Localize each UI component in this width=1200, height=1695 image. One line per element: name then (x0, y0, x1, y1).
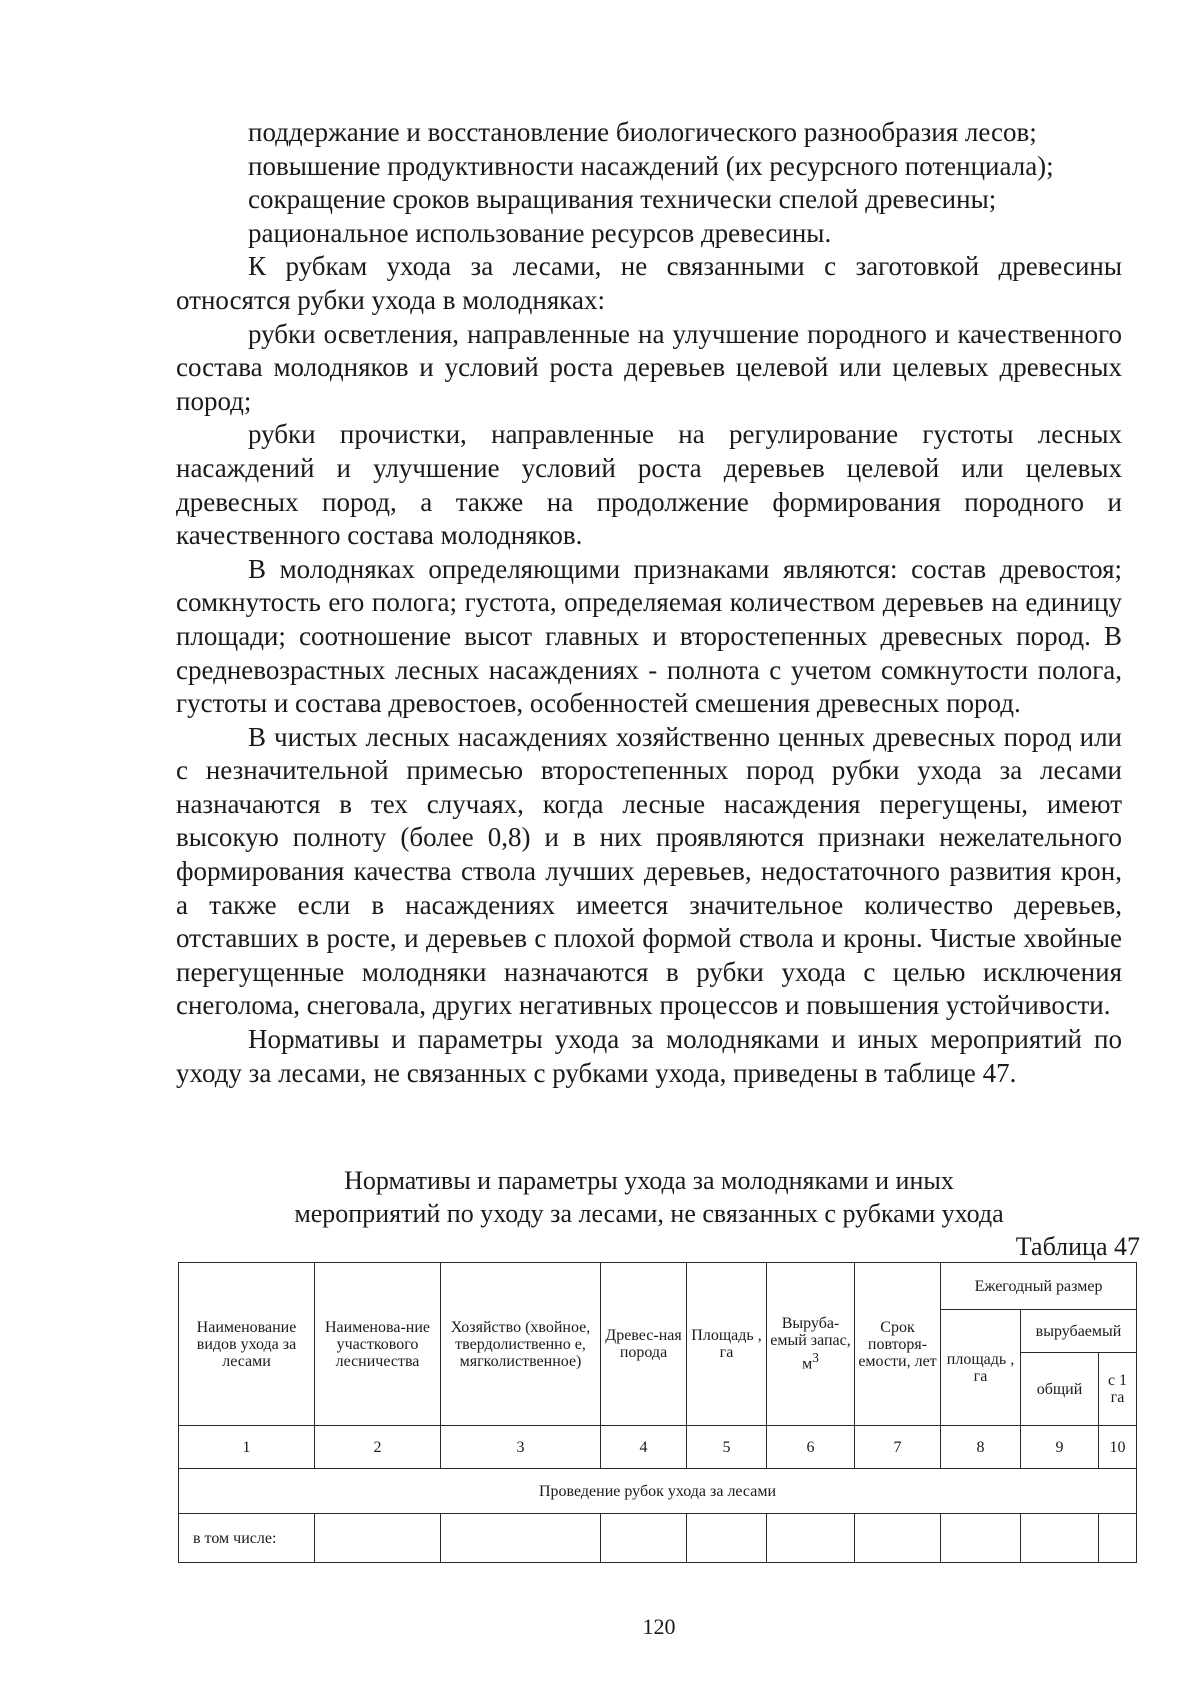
table-number-label: Таблица 47 (1015, 1232, 1140, 1261)
paragraph: сокращение сроков выращивания технически спелой древесины; (248, 184, 997, 215)
header-repeat-period: Срок повторя-емости, лет (855, 1263, 941, 1426)
header-economy: Хозяйство (хвойное, твердолиственно е, мягколиственное) (441, 1263, 601, 1426)
table-cell (315, 1514, 441, 1563)
paragraph: рубки осветления, направленные на улучшение породного и качественного состава молодняков и условий роста деревьев целевой или целевых древесных пород; (176, 318, 1122, 416)
norms-table (178, 1262, 1137, 1563)
column-number-row (179, 1426, 1137, 1469)
paragraph: поддержание и восстановление биологического разнообразия лесов; (248, 117, 1037, 147)
column-number: 10 (1099, 1426, 1137, 1469)
paragraph: К рубкам ухода за лесами, не связанными с заготовкой древесины относятся рубки ухода в молодняках: (176, 251, 1122, 315)
column-number: 7 (855, 1426, 941, 1469)
column-number: 2 (315, 1426, 441, 1469)
paragraph: повышение продуктивности насаждений (их ресурсного потенциала); (248, 150, 1054, 181)
paragraph: рубки прочистки, направленные на регулирование густоты лесных насаждений и улучшение условий роста деревьев целевой или целевых древесных пород, а также на продолжение формирования породного и качественного состава молодняков. (176, 419, 1122, 551)
table-cell (601, 1514, 687, 1563)
table-cell (1021, 1514, 1099, 1563)
column-number: 6 (767, 1426, 855, 1469)
column-number: 4 (601, 1426, 687, 1469)
table-cell (1099, 1514, 1137, 1563)
body-text (176, 116, 1122, 1090)
column-number: 1 (179, 1426, 315, 1469)
header-cut-total: общий (1021, 1353, 1099, 1426)
header-cut-per-ha: с 1 га (1099, 1353, 1137, 1426)
header-forestry-district: Наименова-ние участкового лесничества (315, 1263, 441, 1426)
table-title-line: Нормативы и параметры ухода за молодняками и иных (344, 1166, 954, 1195)
table-cell (855, 1514, 941, 1563)
header-annual-cut: вырубаемый (1021, 1310, 1137, 1353)
column-number: 3 (441, 1426, 601, 1469)
header-care-type: Наименование видов ухода за лесами (179, 1263, 315, 1426)
paragraph: В молодняках определяющими признаками являются: состав древостоя; сомкнутость его полога; густота, определяемая количеством деревьев на единицу площади; соотношение высот главных и второстепенных древесных пород. В средневозрастных лесных насаждениях - полнота с учетом сомкнутости полога, густоты и состава древостоев, особенностей смешения древесных пород. (176, 553, 1122, 719)
header-area: Площадь , га (687, 1263, 767, 1426)
section-title: Проведение рубок ухода за лесами (179, 1469, 1137, 1514)
table-cell (767, 1514, 855, 1563)
header-harvested-stock: Выруба-емый запас, $м^3$ (767, 1263, 855, 1426)
column-number: 9 (1021, 1426, 1099, 1469)
table-title (176, 1164, 1122, 1230)
column-number: 8 (941, 1426, 1021, 1469)
column-number: 5 (687, 1426, 767, 1469)
page-number: 120 (642, 1614, 676, 1639)
table-cell (941, 1514, 1021, 1563)
table-row (179, 1514, 1137, 1563)
table-cell (687, 1514, 767, 1563)
table-cell (441, 1514, 601, 1563)
table-title-line: мероприятий по уходу за лесами, не связанных с рубками ухода (294, 1199, 1004, 1228)
header-tree-species: Древес-ная порода (601, 1263, 687, 1426)
paragraph: В чистых лесных насаждениях хозяйственно ценных древесных пород или с незначительной примесью второстепенных пород рубки ухода за лесами назначаются в тех случаях, когда лесные насаждения перегущены, имеют высокую полноту (более 0,8) и в них проявляются признаки нежелательного формирования качества ствола лучших деревьев, недостаточного развития крон, а также если в насаждениях имеется значительное количество деревьев, отставших в росте, и деревьев с плохой формой ствола и кроны. Чистые хвойные перегущенные молодняки назначаются в рубки ухода с целью исключения снеголома, снеговала, других негативных процессов и повышения устойчивости. (176, 721, 1122, 1021)
paragraph: Нормативы и параметры ухода за молодняками и иных мероприятий по уходу за лесами, не связанных с рубками ухода, приведены в таблице 47. (176, 1024, 1122, 1088)
header-annual-size: Ежегодный размер (941, 1263, 1137, 1310)
row-label: в том числе: (179, 1514, 315, 1563)
paragraph: рациональное использование ресурсов древесины. (248, 217, 832, 248)
header-annual-area: площадь , га (941, 1310, 1021, 1426)
